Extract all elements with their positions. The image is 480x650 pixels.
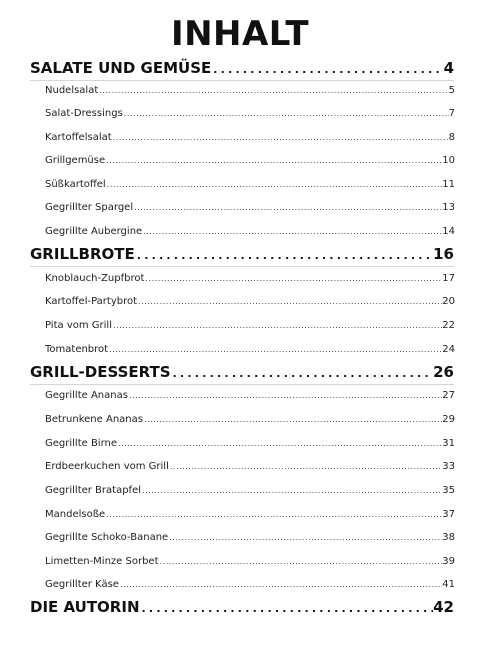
toc-item[interactable] <box>45 83 455 99</box>
leader-dots <box>141 483 442 499</box>
section-page-number: 4 <box>443 59 454 77</box>
leader-dots <box>119 577 442 593</box>
item-page-number: 27 <box>442 390 455 401</box>
item-page-number: 8 <box>448 132 455 143</box>
toc-item[interactable] <box>45 507 455 523</box>
item-page-number: 20 <box>442 296 455 307</box>
item-label: Gegrillte Ananas <box>45 390 128 401</box>
item-label: Gegrillte Aubergine <box>45 226 143 237</box>
toc-item[interactable] <box>45 342 455 358</box>
item-label: Salat-Dressings <box>45 108 123 119</box>
item-page-number: 24 <box>442 344 455 355</box>
toc-item[interactable] <box>45 318 455 334</box>
item-page-number: 33 <box>442 461 455 472</box>
item-page-number: 41 <box>442 579 455 590</box>
item-label: Limetten-Minze Sorbet <box>45 556 159 567</box>
toc-item[interactable] <box>45 271 455 287</box>
item-page-number: 10 <box>442 155 455 166</box>
section-heading: GRILL-DESSERTS <box>30 363 171 381</box>
item-page-number: 37 <box>442 509 455 520</box>
item-page-number: 39 <box>442 556 455 567</box>
section-heading: GRILLBROTE <box>30 245 135 263</box>
item-label: Gegrillter Spargel <box>45 202 134 213</box>
item-label: Kartoffelsalat <box>45 132 112 143</box>
item-page-number: 11 <box>442 179 455 190</box>
toc-item[interactable] <box>45 177 455 193</box>
section-heading: SALATE UND GEMÜSE <box>30 59 212 77</box>
item-label: Mandelsoße <box>45 509 106 520</box>
toc-item[interactable] <box>45 106 455 122</box>
item-page-number: 17 <box>442 273 455 284</box>
leader-dots <box>144 271 442 287</box>
item-page-number: 7 <box>448 108 455 119</box>
leader-dots <box>171 363 434 383</box>
item-label: Gegrillter Bratapfel <box>45 485 142 496</box>
leader-dots <box>142 224 442 240</box>
toc-item[interactable] <box>45 530 455 546</box>
section-divider <box>30 80 454 81</box>
toc-item[interactable] <box>45 412 455 428</box>
item-label: Pita vom Grill <box>45 320 112 331</box>
item-page-number: 35 <box>442 485 455 496</box>
leader-dots <box>211 59 443 79</box>
leader-dots <box>105 507 442 523</box>
item-label: Grillgemüse <box>45 155 106 166</box>
leader-dots <box>135 245 433 265</box>
leader-dots <box>108 342 442 358</box>
item-label: Gegrillte Schoko-Banane <box>45 532 169 543</box>
toc-item[interactable] <box>45 483 455 499</box>
leader-dots <box>112 318 442 334</box>
toc-section-grill-desserts[interactable] <box>30 361 454 383</box>
item-label: Gegrillter Käse <box>45 579 119 590</box>
leader-dots <box>159 554 443 570</box>
section-heading: DIE AUTORIN <box>30 598 140 616</box>
item-page-number: 5 <box>448 85 455 96</box>
toc-section-grillbrote[interactable] <box>30 243 454 265</box>
page-title: INHALT <box>170 14 310 54</box>
toc-item[interactable] <box>45 294 455 310</box>
item-label: Betrunkene Ananas <box>45 414 143 425</box>
toc-item[interactable] <box>45 554 455 570</box>
item-page-number: 14 <box>442 226 455 237</box>
item-label: Süßkartoffel <box>45 179 106 190</box>
leader-dots <box>123 106 449 122</box>
item-label: Tomatenbrot <box>45 344 109 355</box>
toc-item[interactable] <box>45 200 455 216</box>
item-label: Gegrillte Birne <box>45 438 118 449</box>
leader-dots <box>112 130 449 146</box>
leader-dots <box>140 598 434 618</box>
leader-dots <box>98 83 448 99</box>
toc-item[interactable] <box>45 130 455 146</box>
item-page-number: 13 <box>442 202 455 213</box>
section-divider <box>30 266 454 267</box>
toc-item[interactable] <box>45 224 455 240</box>
leader-dots <box>117 436 442 452</box>
section-divider <box>30 384 454 385</box>
leader-dots <box>169 459 442 475</box>
item-label: Erdbeerkuchen vom Grill <box>45 461 169 472</box>
leader-dots <box>168 530 442 546</box>
leader-dots <box>133 200 442 216</box>
item-page-number: 31 <box>442 438 455 449</box>
item-page-number: 22 <box>442 320 455 331</box>
section-page-number: 26 <box>433 363 454 381</box>
toc-item[interactable] <box>45 153 455 169</box>
section-page-number: 16 <box>433 245 454 263</box>
toc-item[interactable] <box>45 436 455 452</box>
leader-dots <box>143 412 442 428</box>
leader-dots <box>128 388 442 404</box>
item-label: Nudelsalat <box>45 85 99 96</box>
section-page-number: 42 <box>433 598 454 616</box>
item-label: Kartoffel-Partybrot <box>45 296 138 307</box>
item-label: Knoblauch-Zupfbrot <box>45 273 145 284</box>
leader-dots <box>137 294 442 310</box>
leader-dots <box>105 153 442 169</box>
toc-section-die-autorin[interactable] <box>30 596 454 618</box>
toc-item[interactable] <box>45 577 455 593</box>
item-page-number: 38 <box>442 532 455 543</box>
toc-item[interactable] <box>45 388 455 404</box>
toc-section-salate[interactable] <box>30 57 454 79</box>
toc-item[interactable] <box>45 459 455 475</box>
leader-dots <box>106 177 443 193</box>
item-page-number: 29 <box>442 414 455 425</box>
